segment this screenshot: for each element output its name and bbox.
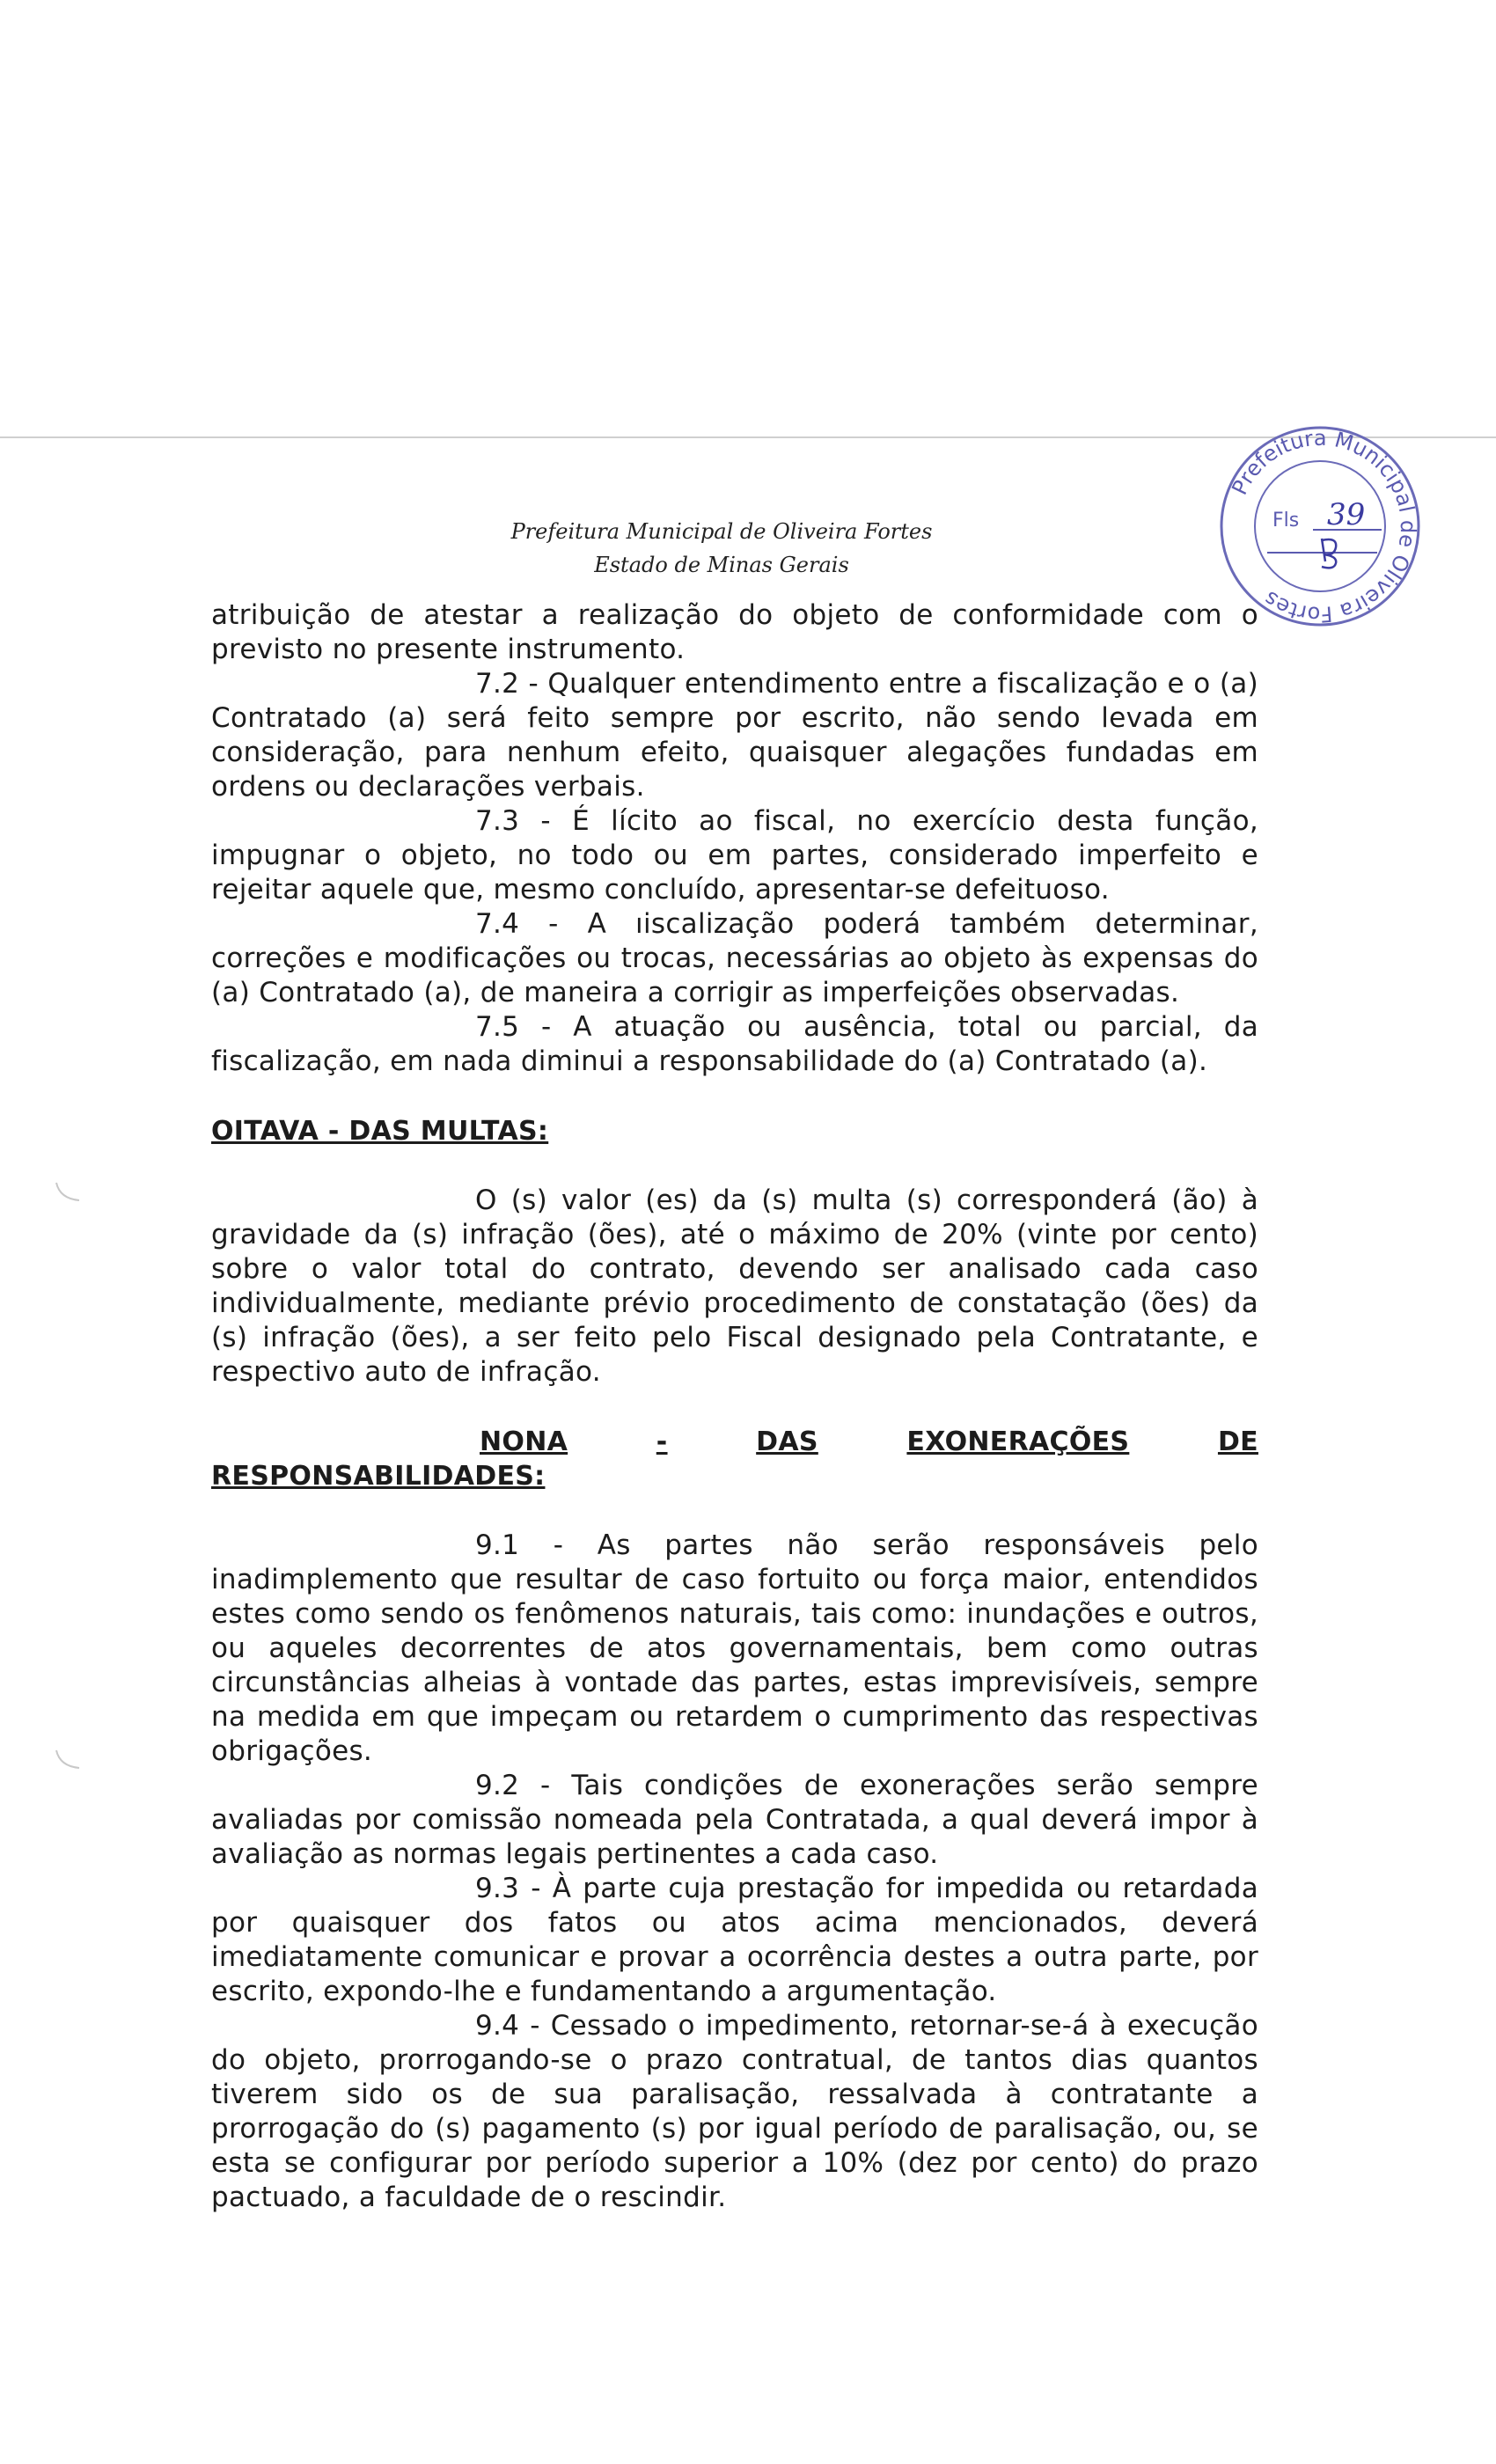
section-gap bbox=[211, 1148, 1258, 1184]
stamp-page-number: 39 bbox=[1327, 497, 1366, 532]
heading-word: DAS bbox=[756, 1426, 818, 1457]
clause-9-1: 9.1 - As partes não serão responsáveis pelo inadimplemento que resultar de caso fortuito ou força maior, entendidos estes como sendo os fenômenos naturais, tais como: inundações e outros, ou aqueles decorrentes de atos governamentais, bem como outras circunstâncias alheias à vontade das partes, estas imprevisíveis, sempre na medida em que impeçam ou retardem o cumprimento das respectivas obrigações. bbox=[211, 1529, 1258, 1767]
section-gap bbox=[211, 1390, 1258, 1425]
clause-9-4: 9.4 - Cessado o impedimento, retornar-se-á à execução do objeto, prorrogando-se o prazo contratual, de tantos dias quantos tiverem sido os de sua paralisação, ressalvada à contratante a prorrogação do (s) pagamento (s) por igual período de paralisação, ou, se esta se configurar por período superior a 10% (dez por cento) do prazo pactuado, a faculdade de o rescindir. bbox=[211, 2010, 1258, 2213]
section-gap bbox=[211, 1493, 1258, 1529]
section-gap bbox=[211, 1079, 1258, 1114]
clause-7-5: 7.5 - A atuação ou ausência, total ou parcial, da fiscalização, em nada diminui a responsabilidade do (a) Contratado (a). bbox=[211, 1011, 1258, 1077]
letterhead-subtitle: Estado de Minas Gerais bbox=[594, 553, 849, 577]
heading-word: DE bbox=[1217, 1426, 1258, 1457]
document-body bbox=[211, 598, 1258, 2215]
clause-7-2: 7.2 - Qualquer entendimento entre a fiscalização e o (a) Contratado (a) será feito sempre por escrito, não sendo levada em consideração, para nenhum efeito, quaisquer alegações fundadas em ordens ou declarações verbais. bbox=[211, 668, 1258, 803]
margin-punch-mark bbox=[51, 1747, 86, 1773]
section-heading-oitava: OITAVA - DAS MULTAS: bbox=[211, 1116, 549, 1147]
letterhead-title: Prefeitura Municipal de Oliveira Fortes bbox=[510, 519, 933, 544]
clause-7-4: 7.4 - A ıiscalização poderá também determinar, correções e modificações ou trocas, necessárias ao objeto às expensas do (a) Contratado (a), de maneira a corrigir as imperfeições observadas. bbox=[211, 908, 1258, 1008]
section-heading-nona bbox=[211, 1425, 1258, 1459]
clause-9-2: 9.2 - Tais condições de exonerações serão sempre avaliadas por comissão nomeada pela Contratada, a qual deverá impor à avaliação as normas legais pertinentes a cada caso. bbox=[211, 1770, 1258, 1870]
stamp-ring-text: Prefeitura Municipal de Oliveira Fortes bbox=[1227, 425, 1421, 627]
heading-word: - bbox=[656, 1426, 668, 1457]
paragraph-intro: atribuição de atestar a realização do objeto de conformidade com o previsto no presente instrumento. bbox=[211, 599, 1258, 665]
clause-9-3: 9.3 - À parte cuja prestação for impedida ou retardada por quaisquer dos fatos ou atos acima mencionados, deverá imediatamente comunicar e provar a ocorrência destes a outra parte, por escrito, expondo-lhe e fundamentando a argumentação. bbox=[211, 1873, 1258, 2007]
heading-word: NONA bbox=[480, 1426, 568, 1457]
margin-punch-mark bbox=[51, 1179, 86, 1206]
clause-7-3: 7.3 - É lícito ao fiscal, no exercício desta função, impugnar o objeto, no todo ou em partes, considerado imperfeito e rejeitar aquele que, mesmo concluído, apresentar-se defeituoso. bbox=[211, 805, 1258, 906]
paragraph-multas: O (s) valor (es) da (s) multa (s) corresponderá (ão) à gravidade da (s) infração (ões), até o máximo de 20% (vinte por cento) sobre o valor total do contrato, devendo ser analisado cada caso individualmente, mediante prévio procedimento de constatação (ões) da (s) infração (ões), a ser feito pelo Fiscal designado pela Contratante, e respectivo auto de infração. bbox=[211, 1184, 1258, 1388]
heading-word: EXONERAÇÕES bbox=[906, 1426, 1130, 1457]
section-heading-nona-continued: RESPONSABILIDADES: bbox=[211, 1461, 546, 1492]
letterhead bbox=[493, 515, 950, 582]
stamp-fls-label: Fls bbox=[1272, 510, 1300, 532]
